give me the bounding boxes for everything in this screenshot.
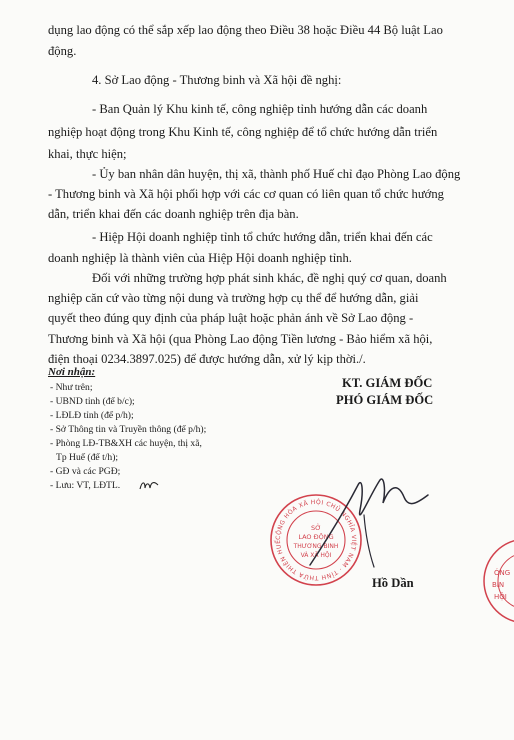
- partial-seal: [480, 535, 514, 627]
- seal-line: VÀ XÃ HỘI: [300, 552, 332, 559]
- svg-text:BIN: BIN: [492, 581, 505, 589]
- paragraph-line: Thương binh và Xã hội (qua Phòng Lao động Tiền lương - Bảo hiểm xã hội,: [48, 332, 433, 346]
- handwritten-signature: [300, 455, 440, 575]
- paragraph-line: điện thoại 0234.3897.025) để được hướng dẫn, xử lý kịp thời./.: [48, 352, 366, 366]
- paragraph-line: khai, thực hiện;: [48, 147, 127, 161]
- seal-ring-text: CỘNG HÒA XÃ HỘI CHỦ NGHĨA VIỆT NAM · TỈNH THỪA THIÊN HUẾ: [274, 498, 358, 582]
- paragraph-line: - Ban Quản lý Khu kinh tế, công nghiệp tỉnh hướng dẫn các doanh: [92, 102, 428, 116]
- paragraph-line: - Ủy ban nhân dân huyện, thị xã, thành phố Huế chỉ đạo Phòng Lao động: [92, 167, 461, 181]
- recipient-item: - UBND tỉnh (để b/c);: [50, 396, 135, 407]
- recipient-item: - GĐ và các PGĐ;: [50, 466, 121, 477]
- paragraph-line: Đối với những trường hợp phát sinh khác, đề nghị quý cơ quan, doanh: [92, 271, 447, 285]
- paragraph-line: dụng lao động có thể sắp xếp lao động theo Điều 38 hoặc Điều 44 Bộ luật Lao: [48, 23, 443, 37]
- recipient-item: Tp Huế (để t/h);: [56, 452, 119, 463]
- seal-line: LAO ĐỘNG: [298, 533, 334, 541]
- recipient-item: - Như trên;: [50, 382, 93, 393]
- svg-text:HỘI: HỘI: [494, 593, 507, 601]
- paragraph-line: doanh nghiệp là thành viên của Hiệp Hội doanh nghiệp tỉnh.: [48, 251, 352, 265]
- paragraph-line: - Hiệp Hội doanh nghiệp tỉnh tổ chức hướng dẫn, triển khai đến các: [92, 230, 433, 244]
- initials-scribble: [138, 479, 160, 493]
- recipients-heading: Nơi nhận:: [48, 366, 96, 378]
- paragraph-line: - Thương binh và Xã hội phối hợp với các cơ quan có liên quan tổ chức hướng: [48, 187, 444, 201]
- signature-subtitle: PHÓ GIÁM ĐỐC: [336, 393, 434, 407]
- recipient-item: - LĐLĐ tỉnh (để p/h);: [50, 410, 134, 421]
- paragraph-line: nghiệp căn cứ vào từng nội dung và trường hợp cụ thể để hướng dẫn, giải: [48, 291, 419, 305]
- seal-line: SỞ: [310, 524, 322, 532]
- svg-text:ÓNG: ÓNG: [494, 569, 511, 577]
- paragraph-line: quyết theo đúng quy định của pháp luật hoặc phản ánh về Sở Lao động -: [48, 311, 414, 325]
- signature-title: KT. GIÁM ĐỐC: [342, 376, 433, 390]
- recipient-item: - Lưu: VT, LĐTL.: [50, 480, 121, 491]
- recipient-item: - Phòng LĐ-TB&XH các huyện, thị xã,: [50, 438, 202, 449]
- paragraph-line: dẫn, triển khai đến các doanh nghiệp trên địa bàn.: [48, 207, 299, 221]
- seal-line: THƯƠNG BINH: [293, 543, 339, 550]
- paragraph-line: động.: [48, 44, 77, 58]
- section-heading: 4. Sở Lao động - Thương binh và Xã hội đề nghị:: [92, 73, 342, 87]
- recipient-item: - Sở Thông tin và Truyền thông (để p/h);: [50, 424, 207, 435]
- signer-name: Hồ Dần: [372, 576, 414, 590]
- paragraph-line: nghiệp hoạt động trong Khu Kinh tế, công nghiệp để tổ chức hướng dẫn triển: [48, 125, 438, 139]
